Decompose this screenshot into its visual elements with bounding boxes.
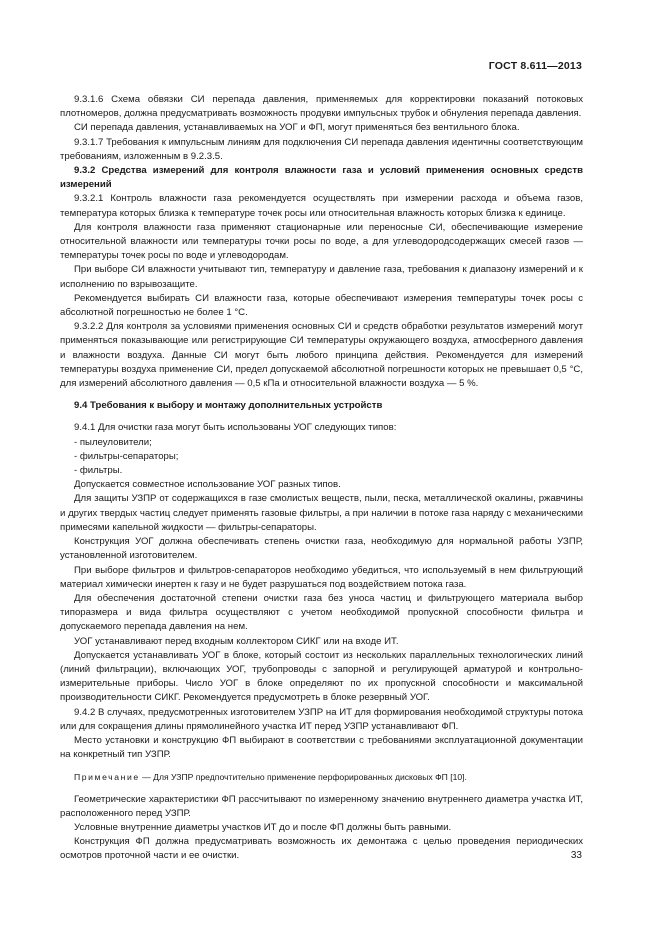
paragraph-9-3-2-2: 9.3.2.2 Для контроля за условиями применения основных СИ и средств обработки результатов измерений могут применяться показывающие или регистрирующие СИ температуры окружающего воздуха, атмосферного давления и влажности воздуха. Данные СИ могут быть любого принципа действия. Рекомендуется для измерений температуры воздуха применение СИ, предел допускаемой абсолютной погрешности которых не превышает 0,5 °С, для измерений абсолютного давления — 0,5 кПа и относительной влажности воздуха — 5 %. — [60, 321, 583, 390]
paragraph-9-3-1-6: 9.3.1.6 Схема обвязки СИ перепада давления, применяемых для корректировки показаний потоковых плотномеров, должна предусматривать возможность продувки импульсных трубок и обнуления перепада давления. — [60, 94, 583, 120]
section-heading-9-3-2: 9.3.2 Средства измерений для контроля влажности газа и условий применения основных средств измерений — [60, 165, 583, 191]
paragraph-combined-use: Допускается совместное использование УОГ разных типов. — [74, 479, 341, 491]
paragraph-filter-sizing: Для обеспечения достаточной степени очистки газа без уноса частиц и фильтрующего материала выбор типоразмера и вида фильтра осуществляют с учетом необходимой пропускной способности фильтра и допускаемого перепада давления на нем. — [60, 592, 583, 633]
page-number: 33 — [570, 850, 582, 861]
paragraph-9-4-1: 9.4.1 Для очистки газа могут быть использованы УОГ следующих типов: — [74, 422, 397, 434]
paragraph-9-3-1-7: 9.3.1.7 Требования к импульсным линиям для подключения СИ перепада давления идентичны соответствующим требованиям, изложенным в 9.2.3.5. — [60, 136, 583, 162]
section-heading-9-4: 9.4 Требования к выбору и монтажу дополнительных устройств — [74, 400, 383, 412]
paragraph-humidity-selection: При выборе СИ влажности учитывают тип, температуру и давление газа, требования к диапазону измерений и к исполнению по взрывозащите. — [60, 264, 583, 290]
note — [60, 770, 583, 784]
paragraph-9-4-2: 9.4.2 В случаях, предусмотренных изготовителем УЗПР на ИТ для формирования необходимой структуры потока или для сокращения длины прямолинейного участка ИТ перед УЗПР устанавливают ФП. — [60, 706, 583, 732]
paragraph-diff-pressure-valve: СИ перепада давления, устанавливаемых на УОГ и ФП, могут применяться без вентильного блока. — [74, 122, 520, 134]
note-text: — Для УЗПР предпочтительно применение перфорированных дисковых ФП [10]. — [139, 772, 467, 783]
list-item-filter-separators: - фильтры-сепараторы; — [74, 450, 179, 462]
paragraph-fp-dismantling: Конструкция ФП должна предусматривать возможность их демонтажа с целью проведения периодических осмотров проточной части и ее очистки. — [60, 836, 583, 862]
paragraph-humidity-control: Для контроля влажности газа применяют стационарные или переносные СИ, обеспечивающие измерение относительной влажности или температуры точки росы по воде, а для углеводородсодержащих смесей газов — температуры точек росы по воде и углеводородам. — [60, 221, 583, 262]
paragraph-gas-filters: Для защиты УЗПР от содержащихся в газе смолистых веществ, пыли, песка, металлической окалины, ржавчины и других твердых частиц следует применять газовые фильтры, а при наличии в потоке газа наряду с механическими примесями капельной жидкости — фильтры-сепараторы. — [60, 493, 583, 533]
list-item-filters: - фильтры. — [74, 465, 123, 477]
document-header: ГОСТ 8.611—2013 — [488, 60, 582, 72]
list-item-dust-collectors: - пылеуловители; — [74, 436, 152, 448]
note-label: Примечание — [74, 772, 140, 783]
paragraph-dew-point-accuracy: Рекомендуется выбирать СИ влажности газа, которые обеспечивают измерения температуры точек росы с абсолютной погрешностью не более 1 °С. — [60, 292, 583, 319]
paragraph-filter-material: При выборе фильтров и фильтров-сепараторов необходимо убедиться, что используемый в нем фильтрующий материал химически инертен к газу и не будет разрушаться под воздействием потока газа. — [60, 564, 583, 590]
paragraph-fp-geometry: Геометрические характеристики ФП рассчитывают по измеренному значению внутреннего диаметра участка ИТ, расположенного перед УЗПР. — [60, 793, 583, 819]
paragraph-fp-installation: Место установки и конструкцию ФП выбирают в соответствии с требованиями эксплуатационной документации на конкретный тип УЗПР. — [60, 734, 583, 761]
document-body — [60, 93, 583, 864]
paragraph-filter-block: Допускается устанавливать УОГ в блоке, который состоит из нескольких параллельных технологических линий (линий фильтрации), включающих УОГ, трубопроводы с запорной и регулирующей арматурой и контрольно-измерительные приборы. Число УОГ в блоке определяют по их пропускной способности и максимальной производительности СИКГ. Рекомендуется предусмотреть в блоке резервный УОГ. — [60, 649, 583, 704]
paragraph-9-3-2-1: 9.3.2.1 Контроль влажности газа рекомендуется осуществлять при измерении расхода и объема газов, температура которых близка к температуре точек росы или относительная влажность которых близка к единице. — [60, 193, 583, 219]
paragraph-cleaning-degree: Конструкция УОГ должна обеспечивать степень очистки газа, необходимую для нормальной работы УЗПР, установленной изготовителем. — [60, 536, 583, 562]
paragraph-installation-location: УОГ устанавливают перед входным коллектором СИКГ или на входе ИТ. — [74, 635, 399, 647]
paragraph-equal-diameters: Условные внутренние диаметры участков ИТ до и после ФП должны быть равными. — [74, 821, 452, 833]
